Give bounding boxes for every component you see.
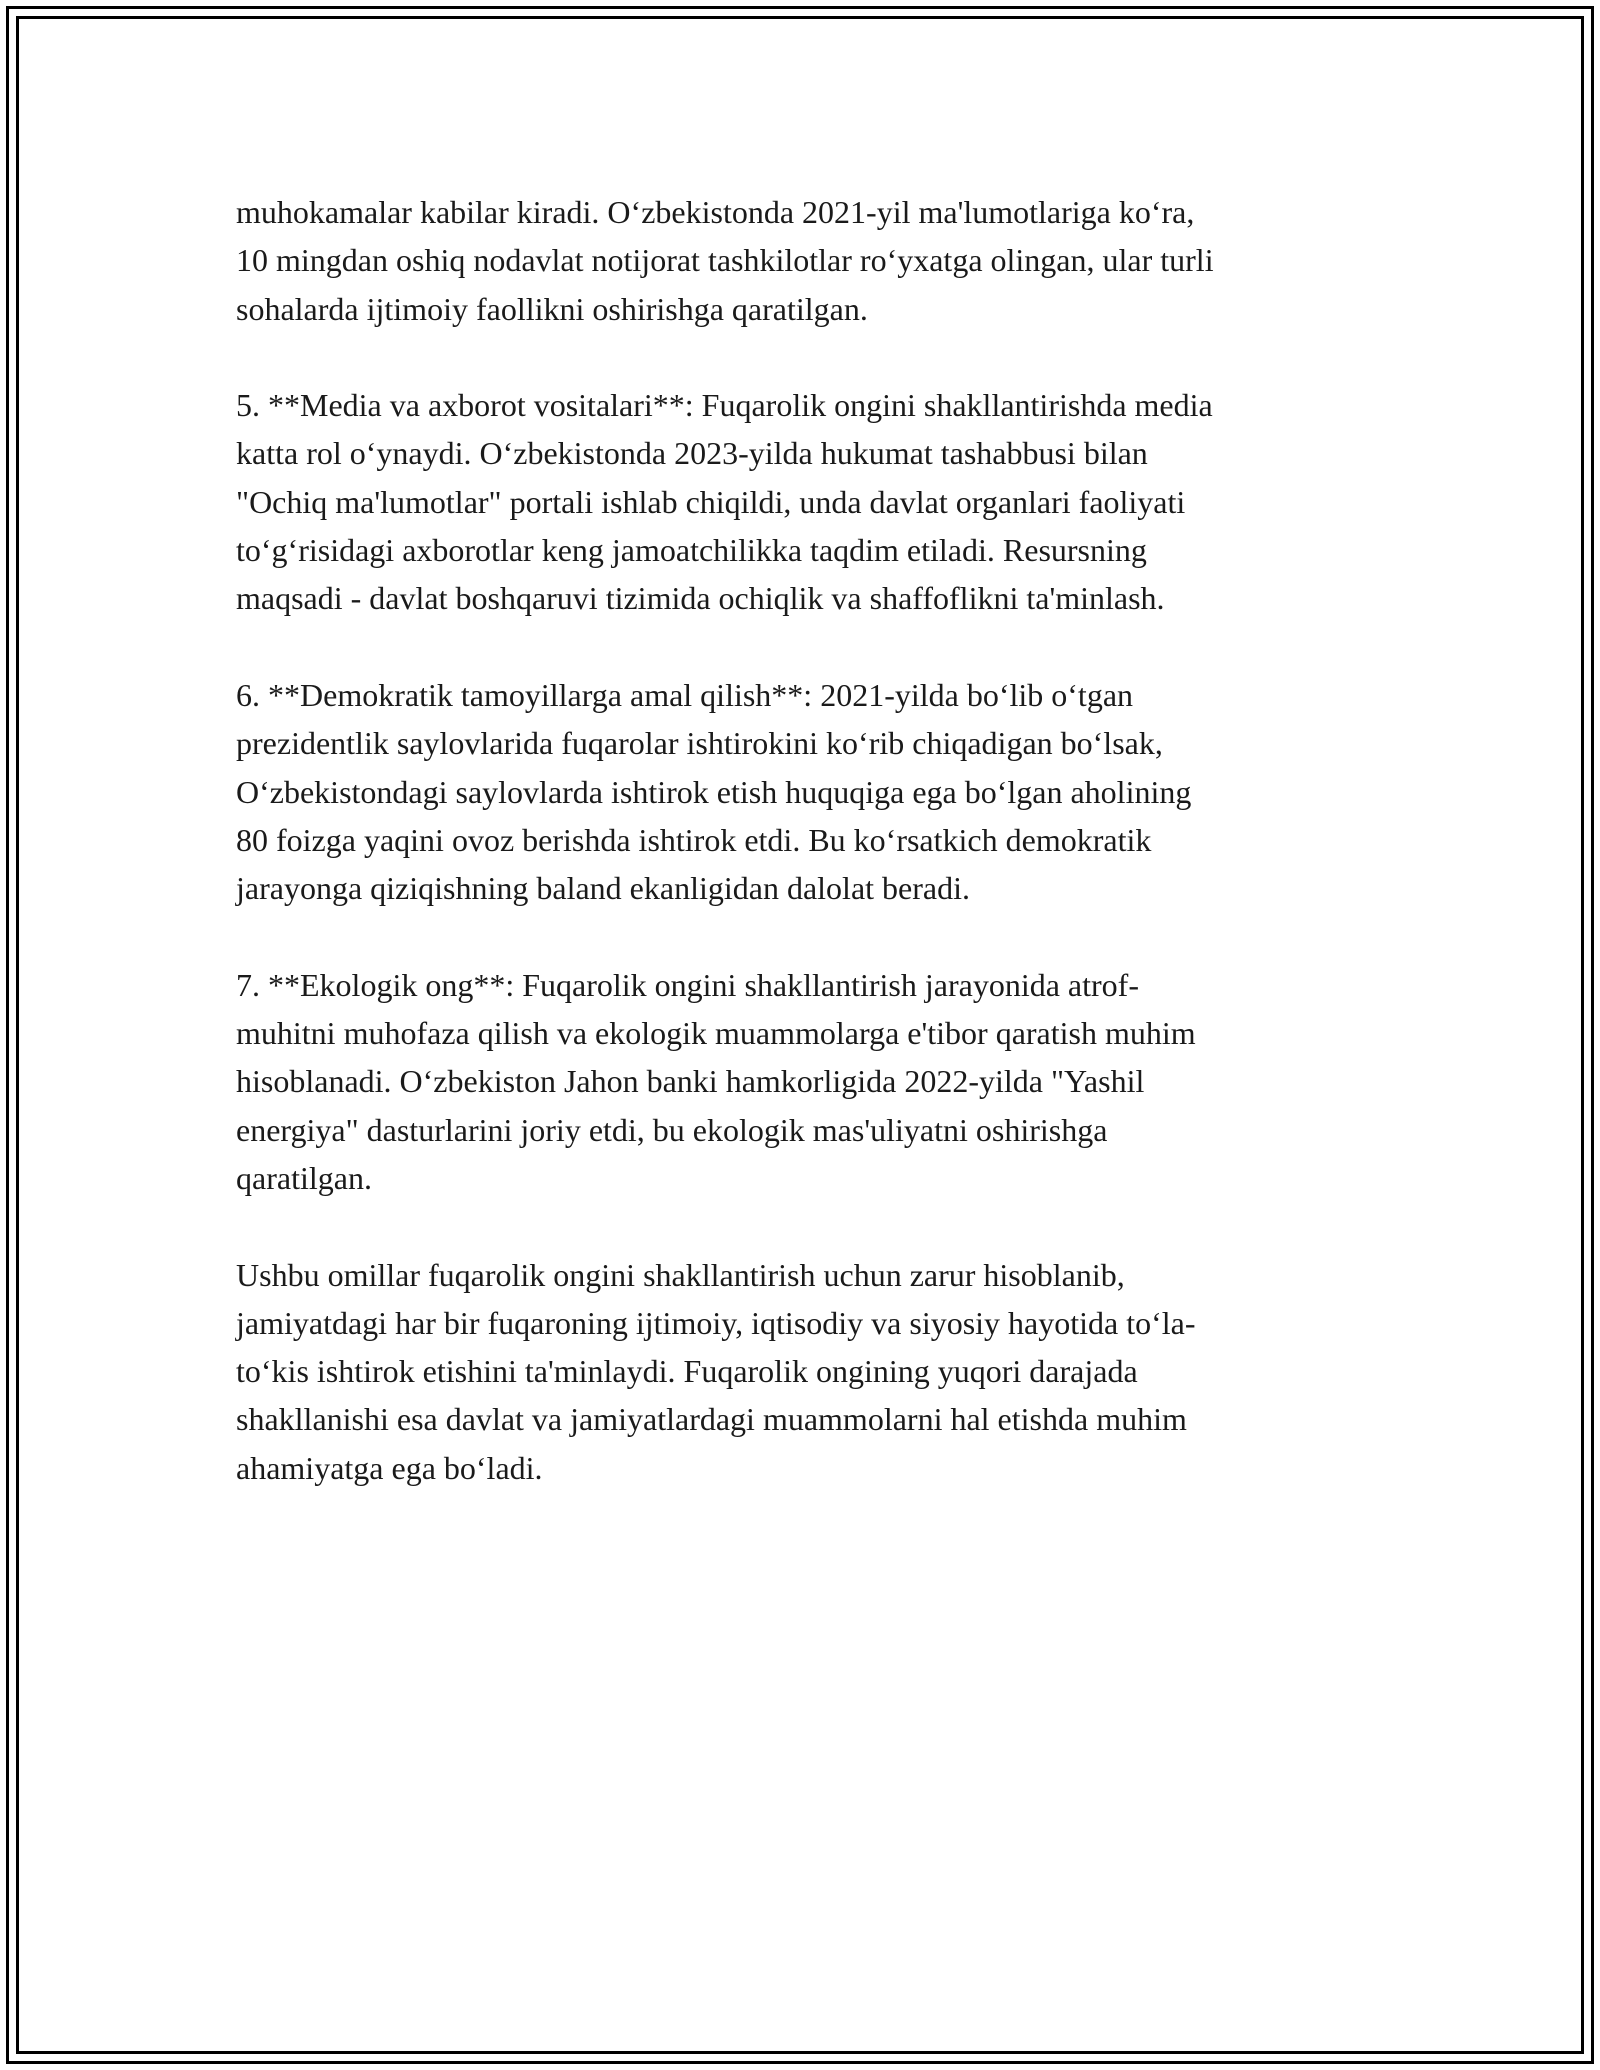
paragraph-media: 5. **Media va axborot vositalari**: Fuqarolik ongini shakllantirishda media katta rol o‘ynaydi. O‘zbekistonda 2023-yilda hukumat tashabbusi bilan "Ochiq ma'lumotlar" portali ishlab chiqildi, unda davlat organlari faoliyati to‘g‘risidagi axborotlar keng jamoatchilikka taqdim etiladi. Resursning maqsadi - davlat boshqaruvi tizimida ochiqlik va shaffoflikni ta'minlash.	[236, 387, 1213, 617]
paragraph-conclusion: Ushbu omillar fuqarolik ongini shakllantirish uchun zarur hisoblanib, jamiyatdagi har bir fuqaroning ijtimoiy, iqtisodiy va siyosiy hayotida to‘la- to‘kis ishtirok etishini ta'minlaydi. Fuqarolik ongining yuqori darajada shakllanishi esa davlat va jamiyatlardagi muammolarni hal etishda muhim ahamiyatga ega bo‘ladi.	[236, 1256, 1196, 1486]
document-body	[236, 188, 1366, 1492]
paragraph-democratic-principles: 6. **Demokratik tamoyillarga amal qilish**: 2021-yilda bo‘lib o‘tgan prezidentlik saylovlarida fuqarolar ishtirokini ko‘rib chiqadigan bo‘lsak, O‘zbekistondagi saylovlarda ishtirok etish huquqiga ega bo‘lgan aholining 80 foizga yaqini ovoz berishda ishtirok etdi. Bu ko‘rsatkich demokratik jarayonga qiziqishning baland ekanligidan dalolat beradi.	[236, 676, 1192, 907]
paragraph-ecological-awareness: 7. **Ekologik ong**: Fuqarolik ongini shakllantirish jarayonida atrof- muhitni muhofaza qilish va ekologik muammolarga e'tibor qaratish muhim hisoblanadi. O‘zbekiston Jahon banki hamkorligida 2022-yilda "Yashil energiya" dasturlarini joriy etdi, bu ekologik mas'uliyatni oshirishga qaratilgan.	[236, 966, 1196, 1196]
paragraph-continuation: muhokamalar kabilar kiradi. O‘zbekistonda 2021-yil ma'lumotlariga ko‘ra, 10 mingdan oshiq nodavlat notijorat tashkilotlar ro‘yxatga olingan, ular turli sohalarda ijtimoiy faollikni oshirishga qaratilgan.	[236, 194, 1214, 327]
